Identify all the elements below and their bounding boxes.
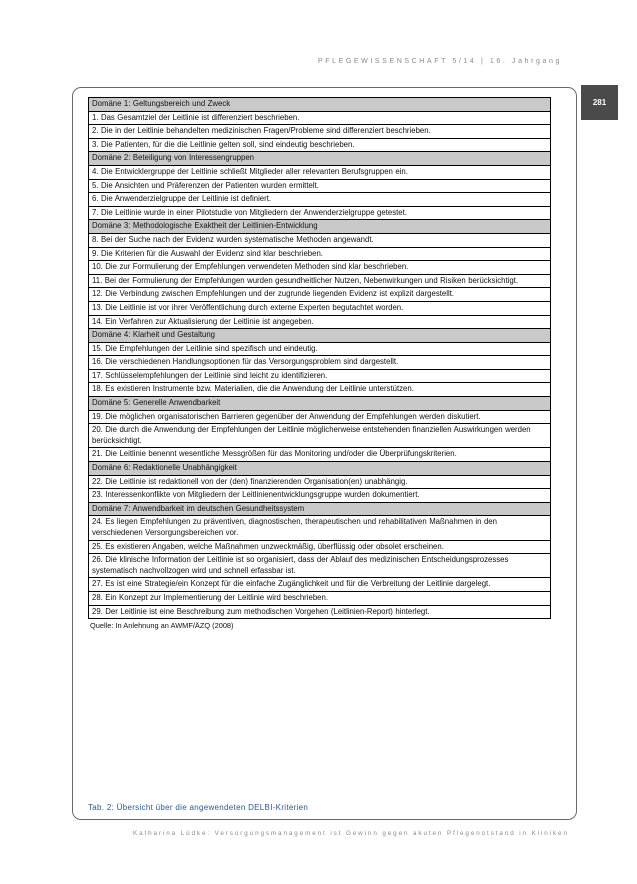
criterion-row: [89, 554, 551, 578]
criterion-cell: 17. Schlüsselempfehlungen der Leitlinie sind leicht zu identifizieren.: [89, 369, 551, 383]
table-container: [88, 97, 551, 630]
delbi-criteria-table: [88, 97, 551, 619]
criterion-cell: 11. Bei der Formulierung der Empfehlungen wurden gesundheitlicher Nutzen, Nebenwirkungen und Risiken berücksichtigt.: [89, 274, 551, 288]
domain-header-cell: Domäne 3: Methodologische Exaktheit der Leitlinien-Entwicklung: [89, 220, 551, 234]
criterion-row: [89, 356, 551, 370]
domain-header-cell: Domäne 6: Redaktionelle Unabhängigkeit: [89, 462, 551, 476]
running-head: PFLEGEWISSENSCHAFT 5/14 | 16. Jahrgang: [317, 58, 562, 65]
criterion-row: [89, 448, 551, 462]
criterion-cell: 19. Die möglichen organisatorischen Barrieren gegenüber der Anwendung der Empfehlungen werden diskutiert.: [89, 410, 551, 424]
criterion-row: [89, 410, 551, 424]
criterion-row: [89, 605, 551, 619]
domain-header-row: [89, 329, 551, 343]
criterion-row: [89, 193, 551, 207]
criterion-cell: 9. Die Kriterien für die Auswahl der Evidenz sind klar beschrieben.: [89, 247, 551, 261]
criterion-row: [89, 125, 551, 139]
criterion-cell: 10. Die zur Formulierung der Empfehlungen verwendeten Methoden sind klar beschrieben.: [89, 261, 551, 275]
criterion-cell: 20. Die durch die Anwendung der Empfehlungen der Leitlinie möglicherweise entstehenden finanziellen Auswirkungen werden berücksichtigt.: [89, 424, 551, 448]
criterion-cell: 29. Der Leitlinie ist eine Beschreibung zum methodischen Vorgehen (Leitlinien-Report) hinterlegt.: [89, 605, 551, 619]
criterion-row: [89, 179, 551, 193]
criterion-cell: 18. Es existieren Instrumente bzw. Materialien, die die Anwendung der Leitlinie unterstützen.: [89, 383, 551, 397]
domain-header-row: [89, 98, 551, 112]
criterion-row: [89, 315, 551, 329]
domain-header-row: [89, 220, 551, 234]
criterion-cell: 4. Die Entwicklergruppe der Leitlinie schließt Mitglieder aller relevanten Berufsgruppen ein.: [89, 165, 551, 179]
domain-header-cell: Domäne 5: Generelle Anwendbarkeit: [89, 397, 551, 411]
domain-header-row: [89, 502, 551, 516]
criterion-cell: 27. Es ist eine Strategie/ein Konzept für die einfache Zugänglichkeit und für die Verbreitung der Leitlinie dargelegt.: [89, 578, 551, 592]
criterion-row: [89, 288, 551, 302]
criterion-cell: 15. Die Empfehlungen der Leitlinie sind spezifisch und eindeutig.: [89, 342, 551, 356]
criterion-cell: 26. Die klinische Information der Leitlinie ist so organisiert, dass der Ablauf des medizinischen Entscheidungsprozesses systematisch nachvollzogen wird und schnell erfassbar ist.: [89, 554, 551, 578]
criterion-row: [89, 138, 551, 152]
criterion-cell: 7. Die Leitlinie wurde in einer Pilotstudie von Mitgliedern der Anwenderzielgruppe getestet.: [89, 206, 551, 220]
criterion-row: [89, 540, 551, 554]
criterion-cell: 2. Die in der Leitlinie behandelten medizinischen Fragen/Probleme sind differenziert beschrieben.: [89, 125, 551, 139]
page-footer: Katharina Lüdke: Versorgungsmanagement ist Gewinn gegen akuten Pflegenotstand in Kliniken: [133, 830, 569, 837]
criterion-cell: 25. Es existieren Angaben, welche Maßnahmen unzweckmäßig, überflüssig oder obsolet erscheinen.: [89, 540, 551, 554]
domain-header-row: [89, 462, 551, 476]
criterion-row: [89, 301, 551, 315]
page-number-tab: [581, 85, 618, 120]
table-caption: Tab. 2: Übersicht über die angewendeten DELBI-Kriterien: [88, 803, 309, 812]
criterion-row: [89, 206, 551, 220]
domain-header-cell: Domäne 1: Geltungsbereich und Zweck: [89, 98, 551, 112]
criterion-row: [89, 342, 551, 356]
criterion-row: [89, 578, 551, 592]
criterion-row: [89, 591, 551, 605]
criterion-row: [89, 111, 551, 125]
criterion-cell: 22. Die Leitlinie ist redaktionell von der (den) finanzierenden Organisation(en) unabhängig.: [89, 475, 551, 489]
criterion-row: [89, 274, 551, 288]
criterion-cell: 12. Die Verbindung zwischen Empfehlungen und der zugrunde liegenden Evidenz ist explizit dargestellt.: [89, 288, 551, 302]
criterion-cell: 24. Es liegen Empfehlungen zu präventiven, diagnostischen, therapeutischen und rehabilitativen Maßnahmen in den verschiedenen Versorgungsbereichen vor.: [89, 516, 551, 540]
criterion-cell: 13. Die Leitlinie ist vor ihrer Veröffentlichung durch externe Experten begutachtet worden.: [89, 301, 551, 315]
table-source: Quelle: In Anlehnung an AWMF/ÄZQ (2008): [90, 621, 234, 631]
page-number: 281: [592, 98, 607, 107]
criterion-cell: 5. Die Ansichten und Präferenzen der Patienten wurden ermittelt.: [89, 179, 551, 193]
criterion-cell: 3. Die Patienten, für die die Leitlinie gelten soll, sind eindeutig beschrieben.: [89, 138, 551, 152]
criterion-cell: 23. Interessenkonflikte von Mitgliedern der Leitlinienentwicklungsgruppe wurden dokumentiert.: [89, 489, 551, 503]
criterion-cell: 14. Ein Verfahren zur Aktualisierung der Leitlinie ist angegeben.: [89, 315, 551, 329]
criterion-cell: 28. Ein Konzept zur Implementierung der Leitlinie wird beschrieben.: [89, 591, 551, 605]
criterion-cell: 1. Das Gesamtziel der Leitlinie ist differenziert beschrieben.: [89, 111, 551, 125]
criterion-row: [89, 424, 551, 448]
criterion-cell: 16. Die verschiedenen Handlungsoptionen für das Versorgungsproblem sind dargestellt.: [89, 356, 551, 370]
criterion-row: [89, 165, 551, 179]
domain-header-row: [89, 397, 551, 411]
criterion-row: [89, 516, 551, 540]
domain-header-cell: Domäne 7: Anwendbarkeit im deutschen Gesundheitssystem: [89, 502, 551, 516]
criterion-row: [89, 233, 551, 247]
criterion-cell: 21. Die Leitlinie benennt wesentliche Messgrößen für das Monitoring und/oder die Überprüfungskriterien.: [89, 448, 551, 462]
criterion-cell: 8. Bei der Suche nach der Evidenz wurden systematische Methoden angewandt.: [89, 233, 551, 247]
criterion-row: [89, 489, 551, 503]
domain-header-cell: Domäne 4: Klarheit und Gestaltung: [89, 329, 551, 343]
criterion-row: [89, 247, 551, 261]
table-body: [89, 98, 551, 619]
criterion-row: [89, 475, 551, 489]
criterion-row: [89, 369, 551, 383]
criterion-cell: 6. Die Anwenderzielgruppe der Leitlinie ist definiert.: [89, 193, 551, 207]
domain-header-cell: Domäne 2: Beteiligung von Interessengruppen: [89, 152, 551, 166]
domain-header-row: [89, 152, 551, 166]
criterion-row: [89, 261, 551, 275]
criterion-row: [89, 383, 551, 397]
